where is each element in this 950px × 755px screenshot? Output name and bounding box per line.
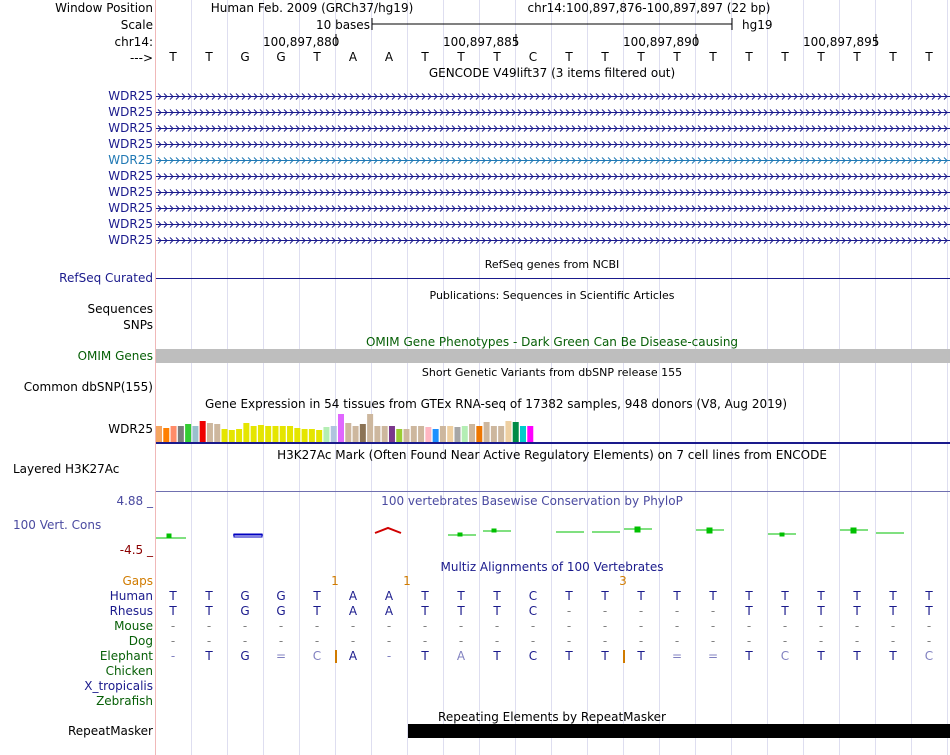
alignment-base: T: [421, 589, 429, 603]
insertion-marker: [335, 650, 337, 663]
alignment-base: -: [350, 634, 356, 648]
repeatmasker-track-title: Repeating Elements by RepeatMasker: [438, 710, 666, 724]
alignment-base: -: [422, 619, 428, 633]
alignment-base: -: [638, 604, 644, 618]
alignment-base: -: [854, 619, 860, 633]
alignment-base: -: [278, 634, 284, 648]
alignment-base: T: [853, 604, 861, 618]
base-letter: A: [384, 50, 394, 64]
gaps-label: Gaps: [122, 574, 153, 588]
base-letter: T: [673, 50, 681, 64]
alignment-base: T: [925, 589, 933, 603]
alignment-base: T: [205, 604, 213, 618]
species-label[interactable]: X_tropicalis: [84, 679, 153, 693]
gencode-track-title: GENCODE V49lift37 (3 items filtered out): [428, 66, 676, 80]
species-label[interactable]: Elephant: [99, 649, 153, 663]
base-letter: G: [240, 50, 250, 64]
base-letter: T: [817, 50, 825, 64]
alignment-base: T: [745, 604, 753, 618]
alignment-base: T: [457, 604, 465, 618]
base-letter: T: [601, 50, 609, 64]
base-letter: T: [637, 50, 645, 64]
phylop-min-label: -4.5 _: [119, 543, 153, 557]
alignment-base: -: [530, 634, 536, 648]
alignment-base: T: [169, 604, 177, 618]
alignment-base: -: [926, 634, 932, 648]
alignment-base: T: [637, 589, 645, 603]
alignment-base: T: [313, 604, 321, 618]
gencode-gene-label[interactable]: WDR25: [108, 185, 153, 199]
alignment-base: T: [745, 649, 753, 663]
base-letter: G: [276, 50, 286, 64]
alignment-base: -: [674, 634, 680, 648]
chrom-label: chr14:: [114, 35, 153, 49]
gencode-gene-label[interactable]: WDR25: [108, 217, 153, 231]
alignment-base: -: [458, 619, 464, 633]
alignment-base: -: [890, 634, 896, 648]
gtex-gene-label[interactable]: WDR25: [108, 422, 153, 436]
alignment-base: T: [493, 649, 501, 663]
alignment-base: T: [817, 589, 825, 603]
window-position-label: Window Position: [55, 1, 153, 15]
dbsnp-label[interactable]: Common dbSNP(155): [23, 380, 153, 394]
alignment-base: A: [348, 649, 358, 663]
h3k27ac-track-title: H3K27Ac Mark (Often Found Near Active Regulatory Elements) on 7 cell lines from ENCODE: [277, 448, 827, 462]
omim-track-title: OMIM Gene Phenotypes - Dark Green Can Be Disease-causing: [365, 335, 739, 349]
alignment-base: -: [782, 634, 788, 648]
alignment-base: A: [348, 604, 358, 618]
base-letter: T: [421, 50, 429, 64]
species-label[interactable]: Dog: [128, 634, 153, 648]
alignment-base: T: [673, 589, 681, 603]
alignment-base: -: [350, 619, 356, 633]
alignment-base: T: [601, 649, 609, 663]
base-letter: T: [205, 50, 213, 64]
alignment-base: -: [170, 649, 176, 663]
alignment-base: T: [889, 589, 897, 603]
base-letter: T: [925, 50, 933, 64]
species-label[interactable]: Mouse: [114, 619, 153, 633]
alignment-base: T: [457, 589, 465, 603]
alignment-base: -: [782, 619, 788, 633]
alignment-base: A: [384, 604, 394, 618]
base-letter: C: [528, 50, 538, 64]
alignment-base: -: [458, 634, 464, 648]
base-letter: T: [709, 50, 717, 64]
gencode-gene-label[interactable]: WDR25: [108, 105, 153, 119]
alignment-base: G: [240, 649, 250, 663]
alignment-base: -: [566, 634, 572, 648]
alignment-base: -: [530, 619, 536, 633]
alignment-base: -: [746, 634, 752, 648]
alignment-base: C: [924, 649, 934, 663]
alignment-base: T: [853, 649, 861, 663]
alignment-base: A: [348, 589, 358, 603]
phylop-signal[interactable]: [156, 0, 950, 560]
assembly-title: Human Feb. 2009 (GRCh37/hg19): [210, 1, 414, 15]
gap-count: 3: [619, 574, 627, 588]
h3k27ac-label[interactable]: Layered H3K27Ac: [13, 462, 120, 476]
alignment-base: T: [637, 649, 645, 663]
alignment-base: T: [493, 604, 501, 618]
gtex-track-title: Gene Expression in 54 tissues from GTEx RNA-seq of 17382 samples, 948 donors (V8, Aug 2019): [204, 397, 788, 411]
alignment-base: -: [674, 619, 680, 633]
base-letter: A: [348, 50, 358, 64]
alignment-base: A: [456, 649, 466, 663]
alignment-base: T: [817, 604, 825, 618]
phylop-track-label[interactable]: 100 Vert. Cons: [13, 518, 102, 532]
position-title: chr14:100,897,876-100,897,897 (22 bp): [527, 1, 771, 15]
alignment-base: T: [601, 589, 609, 603]
alignment-base: T: [565, 649, 573, 663]
alignment-base: =: [707, 649, 719, 663]
alignment-base: -: [818, 619, 824, 633]
gencode-gene-label[interactable]: WDR25: [108, 121, 153, 135]
phylop-track-title: 100 vertebrates Basewise Conservation by PhyloP: [381, 494, 683, 508]
alignment-base: -: [206, 619, 212, 633]
gencode-gene-label[interactable]: WDR25: [108, 233, 153, 247]
alignment-base: C: [528, 649, 538, 663]
alignment-base: T: [709, 589, 717, 603]
strand-arrow-label: --->: [129, 51, 153, 65]
species-label[interactable]: Chicken: [105, 664, 153, 678]
alignment-base: T: [421, 649, 429, 663]
alignment-base: -: [926, 619, 932, 633]
alignment-base: -: [314, 619, 320, 633]
track-labels-panel: [0, 0, 155, 755]
alignment-base: C: [528, 604, 538, 618]
alignment-base: =: [275, 649, 287, 663]
refseq-curated-label[interactable]: RefSeq Curated: [59, 271, 153, 285]
tick-label: 100,897,885: [443, 35, 520, 49]
alignment-base: T: [313, 589, 321, 603]
alignment-base: -: [242, 619, 248, 633]
alignment-base: -: [602, 634, 608, 648]
alignment-base: -: [170, 619, 176, 633]
alignment-base: -: [566, 619, 572, 633]
snps-label[interactable]: SNPs: [123, 318, 153, 332]
alignment-base: =: [671, 649, 683, 663]
alignment-base: T: [853, 589, 861, 603]
alignment-base: C: [528, 589, 538, 603]
alignment-base: G: [240, 589, 250, 603]
alignment-base: -: [242, 634, 248, 648]
alignment-base: T: [889, 649, 897, 663]
alignment-base: -: [422, 634, 428, 648]
alignment-base: C: [312, 649, 322, 663]
alignment-base: -: [674, 604, 680, 618]
alignment-base: -: [710, 634, 716, 648]
alignment-base: -: [602, 604, 608, 618]
alignment-base: T: [169, 589, 177, 603]
alignment-base: -: [494, 619, 500, 633]
alignment-base: -: [638, 619, 644, 633]
alignment-base: -: [566, 604, 572, 618]
scale-text: 10 bases: [316, 18, 370, 32]
alignment-base: T: [781, 604, 789, 618]
alignment-base: -: [710, 619, 716, 633]
alignment-base: T: [925, 604, 933, 618]
alignment-base: -: [278, 619, 284, 633]
gap-count: 1: [403, 574, 411, 588]
alignment-base: G: [240, 604, 250, 618]
alignment-base: T: [817, 649, 825, 663]
publications-track-title: Publications: Sequences in Scientific Articles: [429, 289, 675, 302]
gencode-gene-label[interactable]: WDR25: [108, 153, 153, 167]
repeat-element-bar[interactable]: [408, 724, 950, 738]
base-letter: T: [457, 50, 465, 64]
alignment-base: C: [780, 649, 790, 663]
scale-label: Scale: [120, 18, 153, 32]
refseq-track-title: RefSeq genes from NCBI: [484, 258, 620, 271]
alignment-base: T: [745, 589, 753, 603]
species-label[interactable]: Human: [109, 589, 153, 603]
sequences-label[interactable]: Sequences: [87, 302, 153, 316]
gencode-gene-label[interactable]: WDR25: [108, 137, 153, 151]
alignment-base: G: [276, 589, 286, 603]
tick-label: 100,897,880: [263, 35, 340, 49]
alignment-base: -: [494, 634, 500, 648]
repeatmasker-label[interactable]: RepeatMasker: [67, 724, 153, 738]
alignment-base: T: [565, 589, 573, 603]
base-letter: T: [745, 50, 753, 64]
phylop-max-label: 4.88 _: [116, 494, 153, 508]
alignment-base: T: [205, 649, 213, 663]
alignment-base: -: [386, 619, 392, 633]
alignment-base: T: [781, 589, 789, 603]
base-letter: T: [169, 50, 177, 64]
species-label[interactable]: Zebrafish: [96, 694, 153, 708]
base-letter: T: [889, 50, 897, 64]
alignment-base: -: [890, 619, 896, 633]
alignment-base: -: [314, 634, 320, 648]
gencode-gene-label[interactable]: WDR25: [108, 201, 153, 215]
base-letter: T: [781, 50, 789, 64]
gencode-gene-label[interactable]: WDR25: [108, 89, 153, 103]
alignment-base: -: [386, 649, 392, 663]
tick-label: 100,897,890: [623, 35, 700, 49]
alignment-base: T: [205, 589, 213, 603]
dbsnp-track-title: Short Genetic Variants from dbSNP release 155: [421, 366, 683, 379]
alignment-base: -: [818, 634, 824, 648]
alignment-base: T: [421, 604, 429, 618]
alignment-base: A: [384, 589, 394, 603]
genome-browser-image[interactable]: [156, 0, 950, 755]
base-letter: T: [493, 50, 501, 64]
alignment-base: -: [638, 634, 644, 648]
omim-genes-label[interactable]: OMIM Genes: [77, 349, 153, 363]
alignment-base: G: [276, 604, 286, 618]
base-letter: T: [313, 50, 321, 64]
alignment-base: -: [854, 634, 860, 648]
species-label[interactable]: Rhesus: [109, 604, 153, 618]
base-letter: T: [853, 50, 861, 64]
base-letter: T: [565, 50, 573, 64]
alignment-base: -: [710, 604, 716, 618]
alignment-base: -: [386, 634, 392, 648]
alignment-base: -: [170, 634, 176, 648]
multiz-track-title: Multiz Alignments of 100 Vertebrates: [440, 560, 664, 574]
tick-label: 100,897,895: [803, 35, 880, 49]
gap-count: 1: [331, 574, 339, 588]
alignment-base: T: [889, 604, 897, 618]
alignment-base: -: [206, 634, 212, 648]
alignment-base: T: [493, 589, 501, 603]
insertion-marker: [623, 650, 625, 663]
db-name: hg19: [742, 18, 773, 32]
alignment-base: -: [602, 619, 608, 633]
alignment-base: -: [746, 619, 752, 633]
gencode-gene-label[interactable]: WDR25: [108, 169, 153, 183]
